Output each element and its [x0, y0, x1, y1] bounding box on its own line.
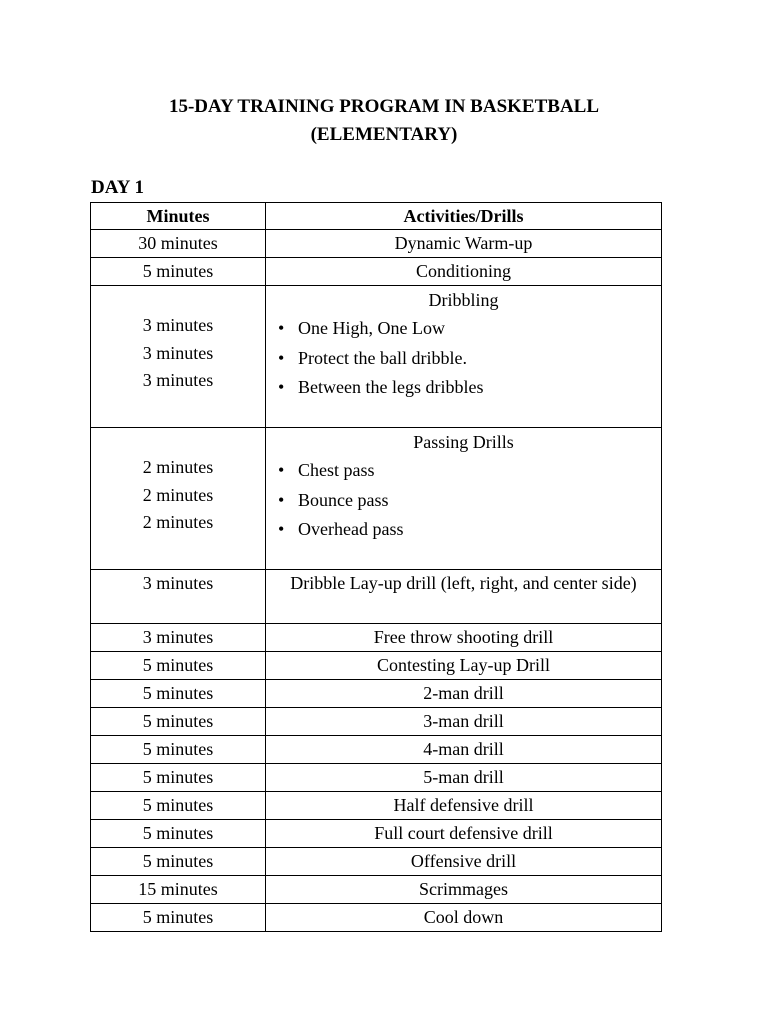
- row-minutes: 3 minutes: [142, 315, 214, 335]
- bullet-icon: •: [278, 460, 285, 480]
- row-activity: Scrimmages: [266, 876, 662, 904]
- row-activity: Dynamic Warm-up: [266, 230, 662, 258]
- list-item: • Between the legs dribbles: [298, 373, 661, 403]
- table-row: [91, 904, 662, 932]
- day-heading: DAY 1: [91, 177, 144, 198]
- row-minutes: 15 minutes: [91, 876, 266, 904]
- row-minutes: 5 minutes: [91, 680, 266, 708]
- document-title: [0, 93, 768, 149]
- row-minutes: 2 minutes: [142, 457, 214, 477]
- row-minutes: 2 minutes: [142, 512, 214, 532]
- table-row: [91, 792, 662, 820]
- table-row: [91, 708, 662, 736]
- bullet-icon: •: [278, 519, 285, 539]
- row-minutes: 5 minutes: [91, 652, 266, 680]
- table-row: [91, 848, 662, 876]
- row-minutes: 3 minutes: [142, 342, 214, 363]
- bullet-icon: •: [278, 318, 285, 338]
- table-row: [91, 570, 662, 624]
- list-item: • Overhead pass: [298, 515, 661, 545]
- row-activity: Cool down: [266, 904, 662, 932]
- row-activity: Conditioning: [266, 258, 662, 286]
- row-activity: Full court defensive drill: [266, 820, 662, 848]
- row-minutes: 5 minutes: [91, 904, 266, 932]
- table-row: [91, 624, 662, 652]
- header-activities: Activities/Drills: [266, 203, 662, 230]
- header-minutes: Minutes: [91, 203, 266, 230]
- table-row: [91, 258, 662, 286]
- table-row: [91, 820, 662, 848]
- row-minutes: 5 minutes: [91, 820, 266, 848]
- bullet-list: [266, 314, 661, 403]
- group-minutes: [91, 286, 266, 428]
- group-title: Passing Drills: [413, 432, 514, 452]
- bullet-icon: •: [278, 347, 285, 368]
- row-minutes: 30 minutes: [91, 230, 266, 258]
- row-activity: Contesting Lay-up Drill: [266, 652, 662, 680]
- table-row-group-passing: [91, 428, 662, 570]
- row-minutes: 5 minutes: [91, 708, 266, 736]
- list-item: • Protect the ball dribble.: [298, 344, 661, 374]
- group-minutes: [91, 428, 266, 570]
- list-item: • One High, One Low: [298, 314, 661, 344]
- row-activity: 5-man drill: [266, 764, 662, 792]
- row-minutes: 3 minutes: [91, 624, 266, 652]
- list-item: • Chest pass: [298, 456, 661, 486]
- table-row: [91, 876, 662, 904]
- bullet-icon: •: [278, 489, 285, 510]
- training-schedule-table: [90, 202, 662, 932]
- row-minutes: 3 minutes: [142, 370, 214, 390]
- row-minutes: 5 minutes: [91, 792, 266, 820]
- table-row: [91, 652, 662, 680]
- row-activity: Half defensive drill: [266, 792, 662, 820]
- row-activity: 3-man drill: [266, 708, 662, 736]
- bullet-list: [266, 456, 661, 545]
- bullet-icon: •: [278, 377, 285, 397]
- row-minutes: 2 minutes: [142, 484, 214, 505]
- title-line-1: 15-DAY TRAINING PROGRAM IN BASKETBALL: [168, 96, 600, 117]
- group-title: Dribbling: [428, 290, 499, 310]
- row-minutes: 3 minutes: [91, 570, 266, 624]
- row-minutes: 5 minutes: [91, 848, 266, 876]
- row-activity: Dribble Lay-up drill (left, right, and center side): [266, 570, 662, 624]
- group-activities: [266, 286, 662, 428]
- table-row: [91, 230, 662, 258]
- row-minutes: 5 minutes: [91, 764, 266, 792]
- row-activity: Offensive drill: [266, 848, 662, 876]
- table-header-row: [91, 203, 662, 230]
- row-minutes: 5 minutes: [91, 736, 266, 764]
- title-line-2: (ELEMENTARY): [310, 124, 458, 145]
- table-row: [91, 764, 662, 792]
- table-row: [91, 680, 662, 708]
- row-minutes: 5 minutes: [91, 258, 266, 286]
- table-row: [91, 736, 662, 764]
- row-activity: 4-man drill: [266, 736, 662, 764]
- row-activity: 2-man drill: [266, 680, 662, 708]
- list-item: • Bounce pass: [298, 486, 661, 516]
- group-activities: [266, 428, 662, 570]
- row-activity: Free throw shooting drill: [266, 624, 662, 652]
- table-row-group-dribbling: [91, 286, 662, 428]
